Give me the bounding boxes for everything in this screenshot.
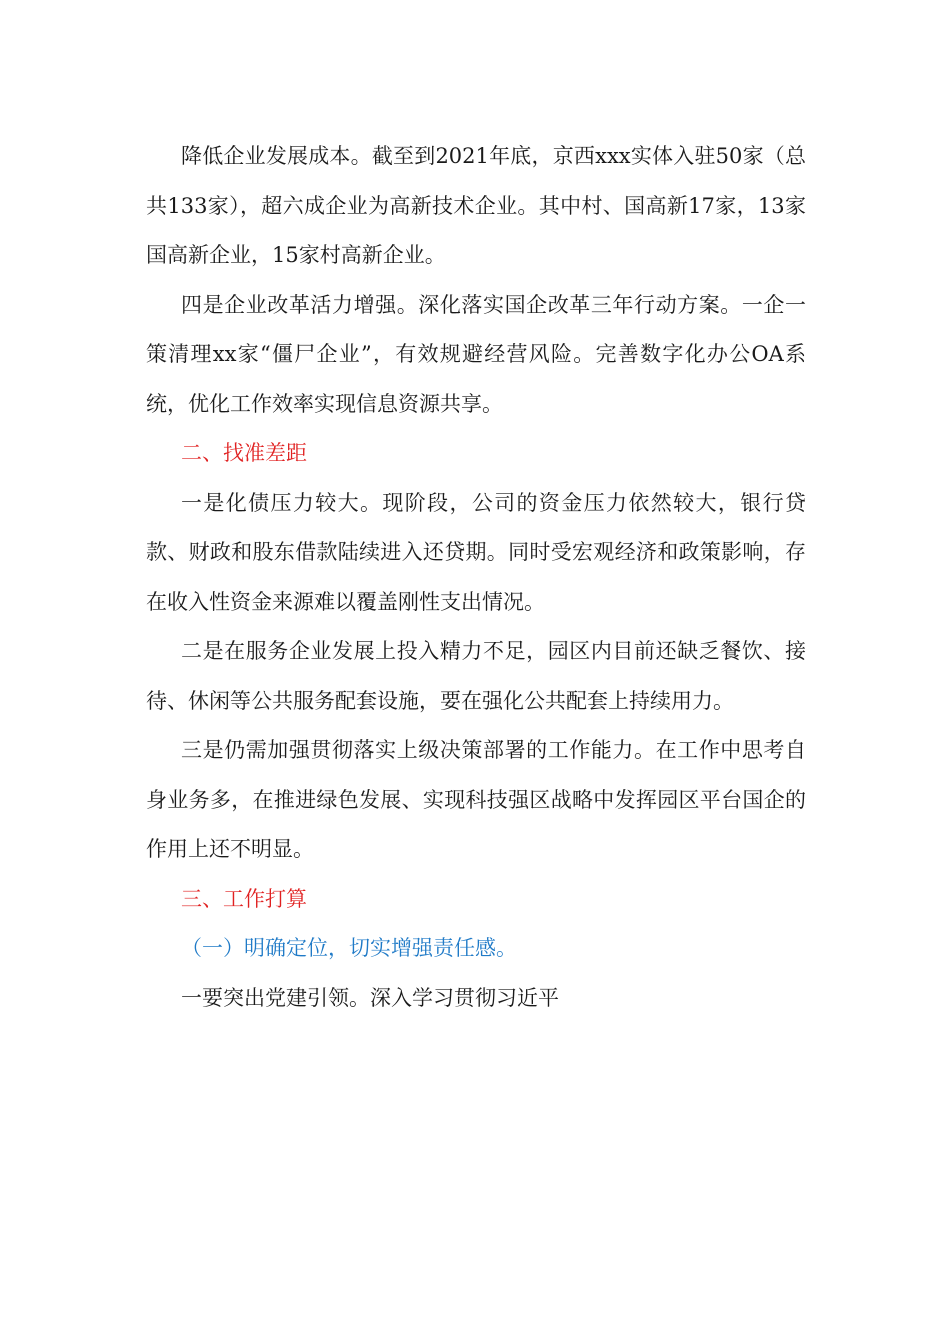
paragraph-cost-reduction: 降低企业发展成本。截至到2021年底，京西xxx实体入驻50家（总共133家），超六成企业为高新技术企业。其中村、国高新17家，13家国高新企业，15家村高新企业。 [146, 144, 806, 267]
paragraph-debt-pressure: 一是化债压力较大。现阶段，公司的资金压力依然较大，银行贷款、财政和股东借款陆续进入还贷期。同时受宏观经济和政策影响，存在收入性资金来源难以覆盖刚性支出情况。 [146, 490, 806, 614]
paragraph-service-shortfall: 二是在服务企业发展上投入精力不足，园区内目前还缺乏餐饮、接待、休闲等公共服务配套设施，要在强化公共配套上持续用力。 [146, 639, 806, 713]
section-heading-gaps: 二、找准差距 [181, 441, 307, 465]
paragraph-implementation-capability: 三是仍需加强贯彻落实上级决策部署的工作能力。在工作中思考自身业务多，在推进绿色发展、实现科技强区战略中发挥园区平台国企的作用上还不明显。 [146, 738, 806, 861]
paragraph-reform-vitality: 四是企业改革活力增强。深化落实国企改革三年行动方案。一企一策清理xx家“僵尸企业”，有效规避经营风险。完善数字化办公OA系统，优化工作效率实现信息资源共享。 [146, 292, 806, 416]
document-body [146, 132, 806, 1023]
section-heading-work-plan: 三、工作打算 [181, 886, 307, 911]
subsection-heading-positioning: （一）明确定位，切实增强责任感。 [181, 936, 517, 960]
paragraph-party-leadership: 一要突出党建引领。深入学习贯彻习近平 [181, 985, 559, 1010]
